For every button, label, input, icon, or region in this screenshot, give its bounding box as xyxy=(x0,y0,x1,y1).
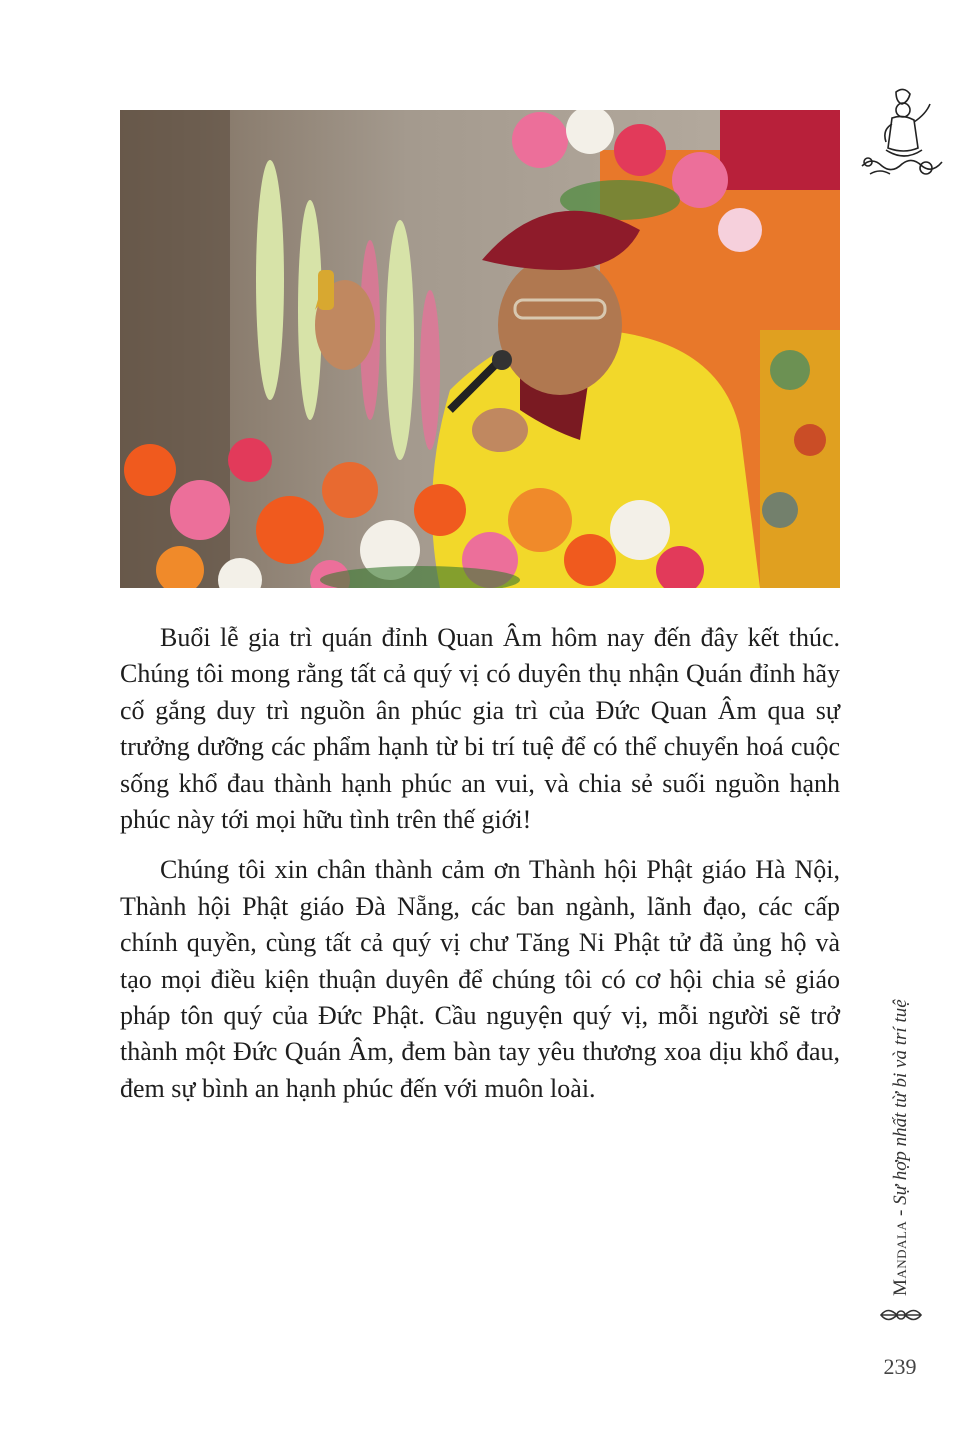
body-text xyxy=(120,620,840,1121)
deity-ornament-icon xyxy=(856,84,946,184)
vajra-ornament-icon xyxy=(878,1304,924,1326)
paragraph: Buổi lễ gia trì quán đỉnh Quan Âm hôm nay đến đây kết thúc. Chúng tôi mong rằng tất cả quý vị có duyên thụ nhận Quán đỉnh hãy cố gắng duy trì nguồn ân phúc gia trì của Đức Quan Âm qua sự trưởng dưỡng các phẩm hạnh từ bi trí tuệ để có thể chuyển hoá cuộc sống khổ đau thành hạnh phúc an vui, và chia sẻ suối nguồn hạnh phúc này tới mọi hữu tình trên thế giới! xyxy=(120,623,840,835)
ceremony-photo xyxy=(120,110,840,588)
series-name: Mandala xyxy=(890,1220,911,1296)
paragraph: Chúng tôi xin chân thành cảm ơn Thành hội Phật giáo Hà Nội, Thành hội Phật giáo Đà Nẵng, các ban ngành, lãnh đạo, các cấp chính quyền, cùng tất cả quý vị chư Tăng Ni Phật tử đã ủng hộ và tạo mọi điều kiện thuận duyên để chúng tôi có cơ hội chia sẻ giáo pháp tôn quý của Đức Phật. Cầu nguyện quý vị, mỗi người sẽ trở thành một Đức Quán Âm, đem bàn tay yêu thương xoa dịu khổ đau, đem sự bình an hạnh phúc đến với muôn loài. xyxy=(120,855,840,1103)
book-subtitle: Sự hợp nhất từ bi và trí tuệ xyxy=(890,999,911,1205)
photo-lama-ceremony-icon xyxy=(120,110,840,588)
title-separator: - xyxy=(890,1204,911,1221)
page-number: 239 xyxy=(883,1354,917,1379)
running-title xyxy=(890,999,912,1296)
